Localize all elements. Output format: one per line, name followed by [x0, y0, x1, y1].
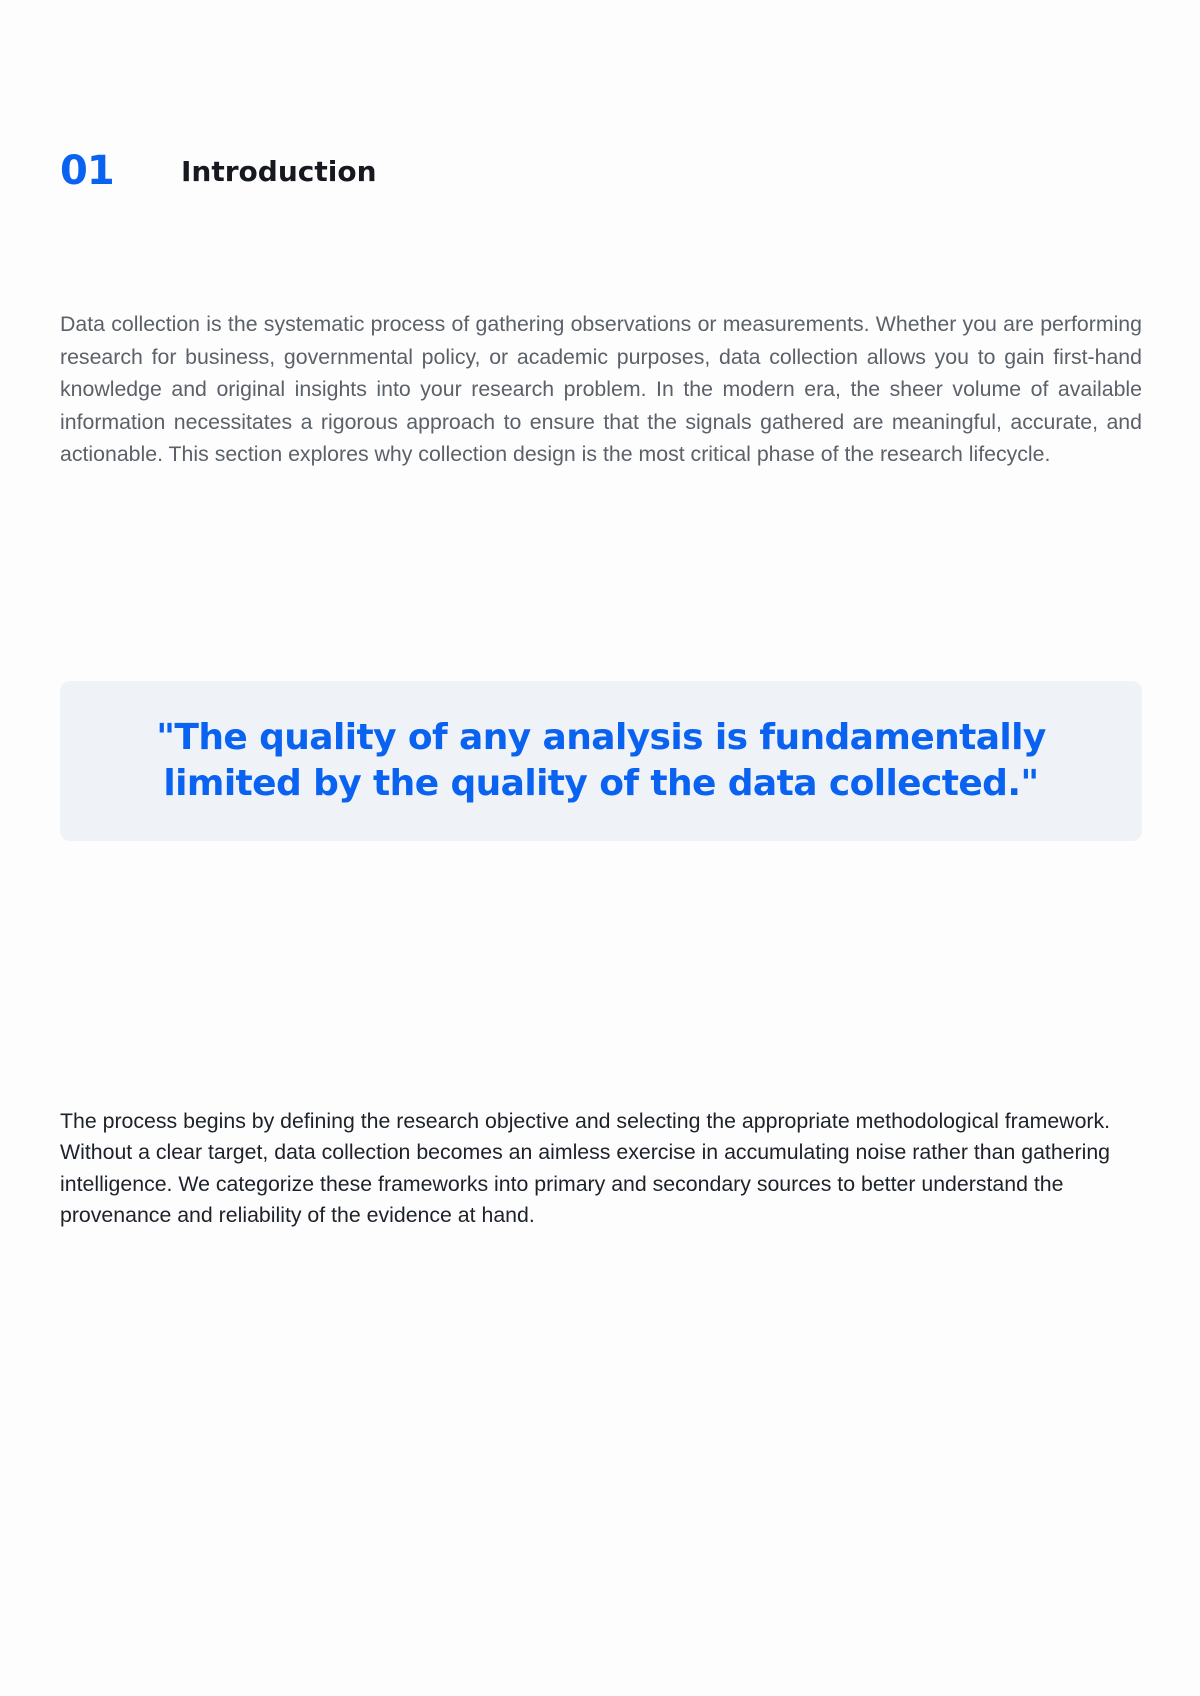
pull-quote-text: "The quality of any analysis is fundamentally limited by the quality of the data collected."	[156, 717, 1046, 804]
body-paragraph: The process begins by defining the research objective and selecting the appropriate methodological framework. Without a clear target, data collection becomes an aimless exercise in accumulating noise rather than gathering intelligence. We categorize these frameworks into primary and secondary sources to better understand the provenance and reliability of the evidence at hand.	[60, 1109, 1111, 1228]
section-number: 01	[60, 148, 114, 194]
intro-paragraph: Data collection is the systematic process of gathering observations or measurements. Whether you are performing research for business, governmental policy, or academic purposes, data collection allows you to gain first-hand knowledge and original insights into your research problem. In the modern era, the sheer volume of available information necessitates a rigorous approach to ensure that the signals gathered are meaningful, accurate, and actionable. This section explores why collection design is the most critical phase of the research lifecycle.	[60, 312, 1142, 467]
section-header	[60, 146, 1142, 196]
pull-quote-box	[60, 681, 1142, 841]
section-title: Introduction	[181, 155, 377, 188]
